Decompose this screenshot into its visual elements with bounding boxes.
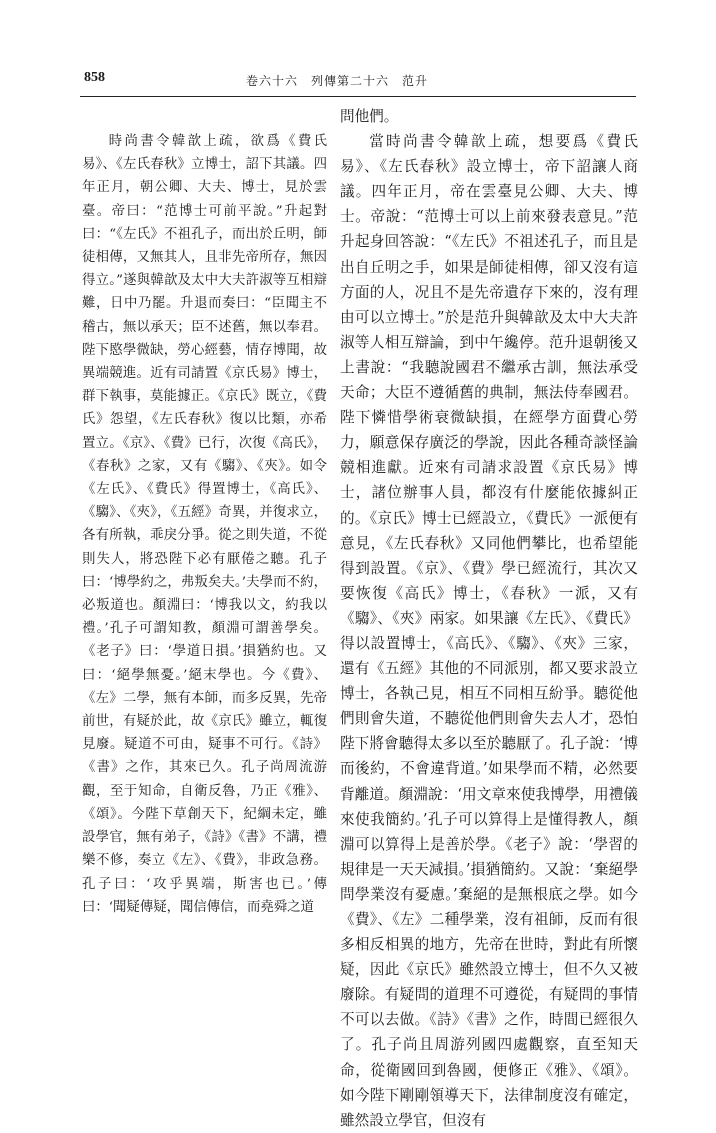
classical-text-column — [82, 130, 327, 919]
header-rule — [80, 96, 636, 97]
page-number: 858 — [84, 70, 105, 85]
translation-paragraph: 當時尚書令韓歆上疏，想要爲《費氏易》、《左氏春秋》設立博士，帝下詔讓人商議。四年正月，帝在雲臺見公卿、大夫、博士。帝說：“范博士可以上前來發表意見。”范升起身回答說：“《左氏》不祖述孔子，而且是出自丘明之手，如果是師徒相傳，卻又沒有這方面的人，况且不是先帝遺存下來的，沒有理由可以立博士。”於是范升與韓歆及太中大夫許淑等人相互辯論，到中午纔停。范升退朝後又上書說：“我聽說國君不繼承古訓，無法承受天命；大臣不遵循舊的典制，無法侍奉國君。陛下憐惜學術衰微缺損，在經學方面費心勞力，願意保存廣泛的學說，因此各種奇談怪論競相進獻。近來有司請求設置《京氏易》博士，諸位辦事人員，都沒有什麼能依據糾正的。《京氏》博士已經設立，《費氏》一派便有意見，《左氏春秋》又同他們攀比，也希望能得到設置。《京》、《費》學已經流行，其次又要恢復《高氏》博士，《春秋》一派，又有《騶》、《夾》兩家。如果讓《左氏》、《費氏》得以設置博士，《高氏》、《騶》、《夾》三家，還有《五經》其他的不同派別，都又要求設立博士，各執己見，相互不同相互紛爭。聽從他們則會失道，不聽從他們則會失去人才，恐怕陛下將會聽得太多以至於聽厭了。孔子說：‘博而後約，不會違背道。’如果學而不精，必然要背離道。顏淵說：‘用文章來使我博學，用禮儀來使我簡約。’孔子可以算得上是懂得教人，顏淵可以算得上是善於學。《老子》說：‘學習的規律是一天天減損。’損猶簡約。又說：‘棄絕學問學業沒有憂慮。’棄絕的是無根底之學。如今《費》、《左》二種學業，沒有祖師，反而有很多相反相異的地方，先帝在世時，對此有所懷疑，因此《京氏》雖然設立博士，但不久又被廢除。有疑問的道理不可遵從，有疑問的事情不可以去做。《詩》《書》之作，時間已經很久了。孔子尚且周游列國四處觀察，直至知天命，從衛國回到魯國，便修正《雅》、《頌》。如今陛下剛剛領導天下，法律制度沒有確定，雖然設立學官，但沒有 — [340, 133, 638, 1129]
running-head: 卷六十六 列傳第二十六 范升 — [246, 74, 429, 88]
translation-column — [340, 104, 638, 1133]
translation-continuation: 問他們。 — [340, 108, 399, 125]
classical-text-paragraph: 時尚書令韓歆上疏，欲爲《費氏易》、《左氏春秋》立博士，詔下其議。四年正月，朝公卿、大夫、博士，見於雲臺。帝曰：“范博士可前平說。”升起對曰：“《左氏》不祖孔子，而出於丘明，師徒相傳，又無其人，且非先帝所存，無因得立。”遂與韓歆及太中大夫許淑等互相辯難，日中乃罷。升退而奏曰：“臣聞主不稽古，無以承天；臣不述舊，無以奉君。陛下愍學微缺，勞心經藝，情存博聞，故異端競進。近有司請置《京氏易》博士，群下執事，莫能據正。《京氏》既立，《費氏》怨望，《左氏春秋》復以比類，亦希置立。《京》、《費》已行，次復《高氏》，《春秋》之家，又有《騶》、《夾》。如令《左氏》、《費氏》得置博士，《高氏》、《騶》、《夾》，《五經》奇異，并復求立，各有所執，乖戾分爭。從之則失道，不從則失人，將恐陛下必有厭倦之聽。孔子曰：‘博學約之，弗叛矣夫。’夫學而不約，必叛道也。顏淵曰：‘博我以文，約我以禮。’孔子可謂知教，顏淵可謂善學矣。《老子》曰：‘學道日損。’損猶約也。又曰：‘絕學無憂。’絕末學也。今《費》、《左》二學，無有本師，而多反異，先帝前世，有疑於此，故《京氏》雖立，輒復見廢。疑道不可由，疑事不可行。《詩》《書》之作，其來已久。孔子尚周流游觀，至于知命，自衛反魯，乃正《雅》、《頌》。今陛下草創天下，紀綱未定，雖設學官，無有弟子，《詩》《書》不講，禮樂不修，奏立《左》、《費》，非政急務。孔子曰：‘攻乎異端，斯害也已。’傳曰：‘聞疑傳疑，聞信傳信，而堯舜之道 — [82, 134, 327, 915]
